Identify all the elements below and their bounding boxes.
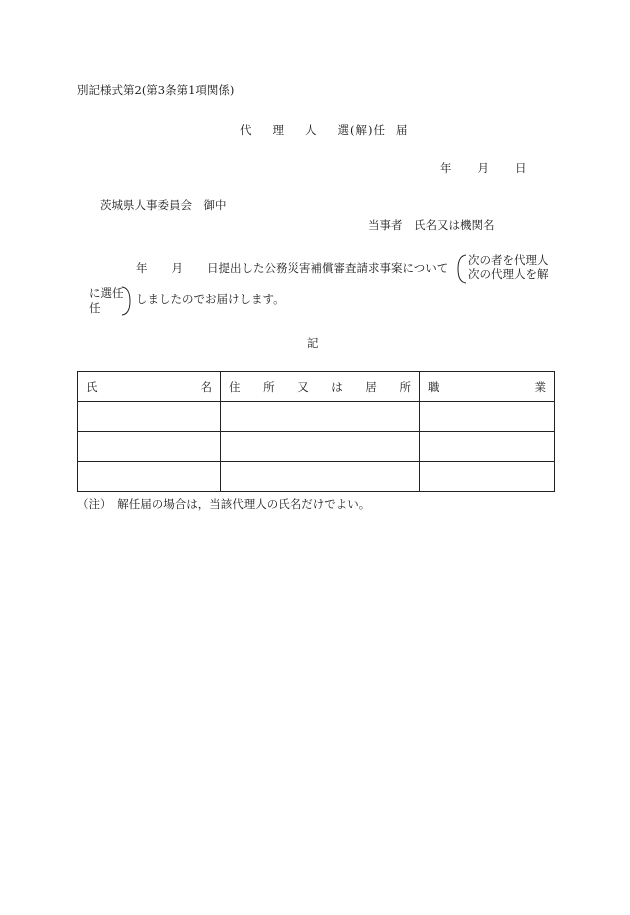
cont-dismiss: 任 — [89, 301, 101, 315]
date-year: 年 — [440, 161, 452, 175]
cell-address[interactable] — [221, 462, 420, 492]
cell-name[interactable] — [78, 432, 221, 462]
cell-occupation[interactable] — [420, 432, 555, 462]
closing-text: しましたのでお届けします。 — [136, 292, 285, 306]
header-occupation-char: 業 — [534, 379, 546, 394]
option-dismiss: 次の代理人を解 — [468, 267, 549, 281]
document-title — [240, 125, 408, 137]
title-char-3: 人 — [305, 123, 318, 137]
header-occupation-char: 職 — [428, 379, 440, 394]
header-name-char: 名 — [200, 379, 212, 394]
header-address — [221, 372, 420, 402]
ki-heading: 記 — [307, 336, 319, 350]
cont-appoint: に選任 — [89, 286, 124, 300]
form-label: 別記様式第2(第3条第1項関係) — [77, 83, 235, 97]
table-row — [78, 432, 555, 462]
header-address-char: 居 — [365, 379, 377, 394]
header-address-char: 所 — [263, 379, 275, 394]
cell-address[interactable] — [221, 432, 420, 462]
header-address-char: 所 — [399, 379, 411, 394]
option-group — [468, 253, 549, 281]
right-paren-icon — [120, 286, 132, 316]
body-year: 年 — [136, 261, 148, 275]
table-row — [78, 462, 555, 492]
header-name — [78, 372, 221, 402]
cell-address[interactable] — [221, 402, 420, 432]
header-occupation — [420, 372, 555, 402]
date-day: 日 — [515, 161, 527, 175]
date-line — [440, 163, 527, 175]
cell-occupation[interactable] — [420, 402, 555, 432]
header-address-char: は — [331, 379, 343, 394]
body-line-1 — [136, 263, 448, 275]
title-char-4: 選(解)任 — [337, 123, 386, 137]
body-month: 月 — [171, 261, 183, 275]
agent-table — [77, 371, 555, 492]
left-paren-icon — [456, 254, 468, 284]
footnote: （注） 解任届の場合は，当該代理人の氏名だけでよい。 — [77, 497, 371, 511]
header-address-char: 又 — [297, 379, 309, 394]
title-char-2: 理 — [272, 123, 285, 137]
applicant-label: 当事者 氏名又は機関名 — [368, 218, 495, 232]
date-month: 月 — [477, 161, 489, 175]
header-address-char: 住 — [229, 379, 241, 394]
title-char-1: 代 — [240, 123, 253, 137]
header-name-char: 氏 — [86, 379, 98, 394]
title-char-5: 届 — [395, 123, 409, 137]
cell-name[interactable] — [78, 462, 221, 492]
cell-occupation[interactable] — [420, 462, 555, 492]
option-appoint: 次の者を代理人 — [468, 253, 549, 267]
addressee: 茨城県人事委員会 御中 — [100, 198, 227, 212]
table-header-row — [78, 372, 555, 402]
body-text: 日提出した公務災害補償審査請求事案について — [207, 261, 449, 275]
table-row — [78, 402, 555, 432]
continuation-group — [89, 286, 124, 316]
cell-name[interactable] — [78, 402, 221, 432]
